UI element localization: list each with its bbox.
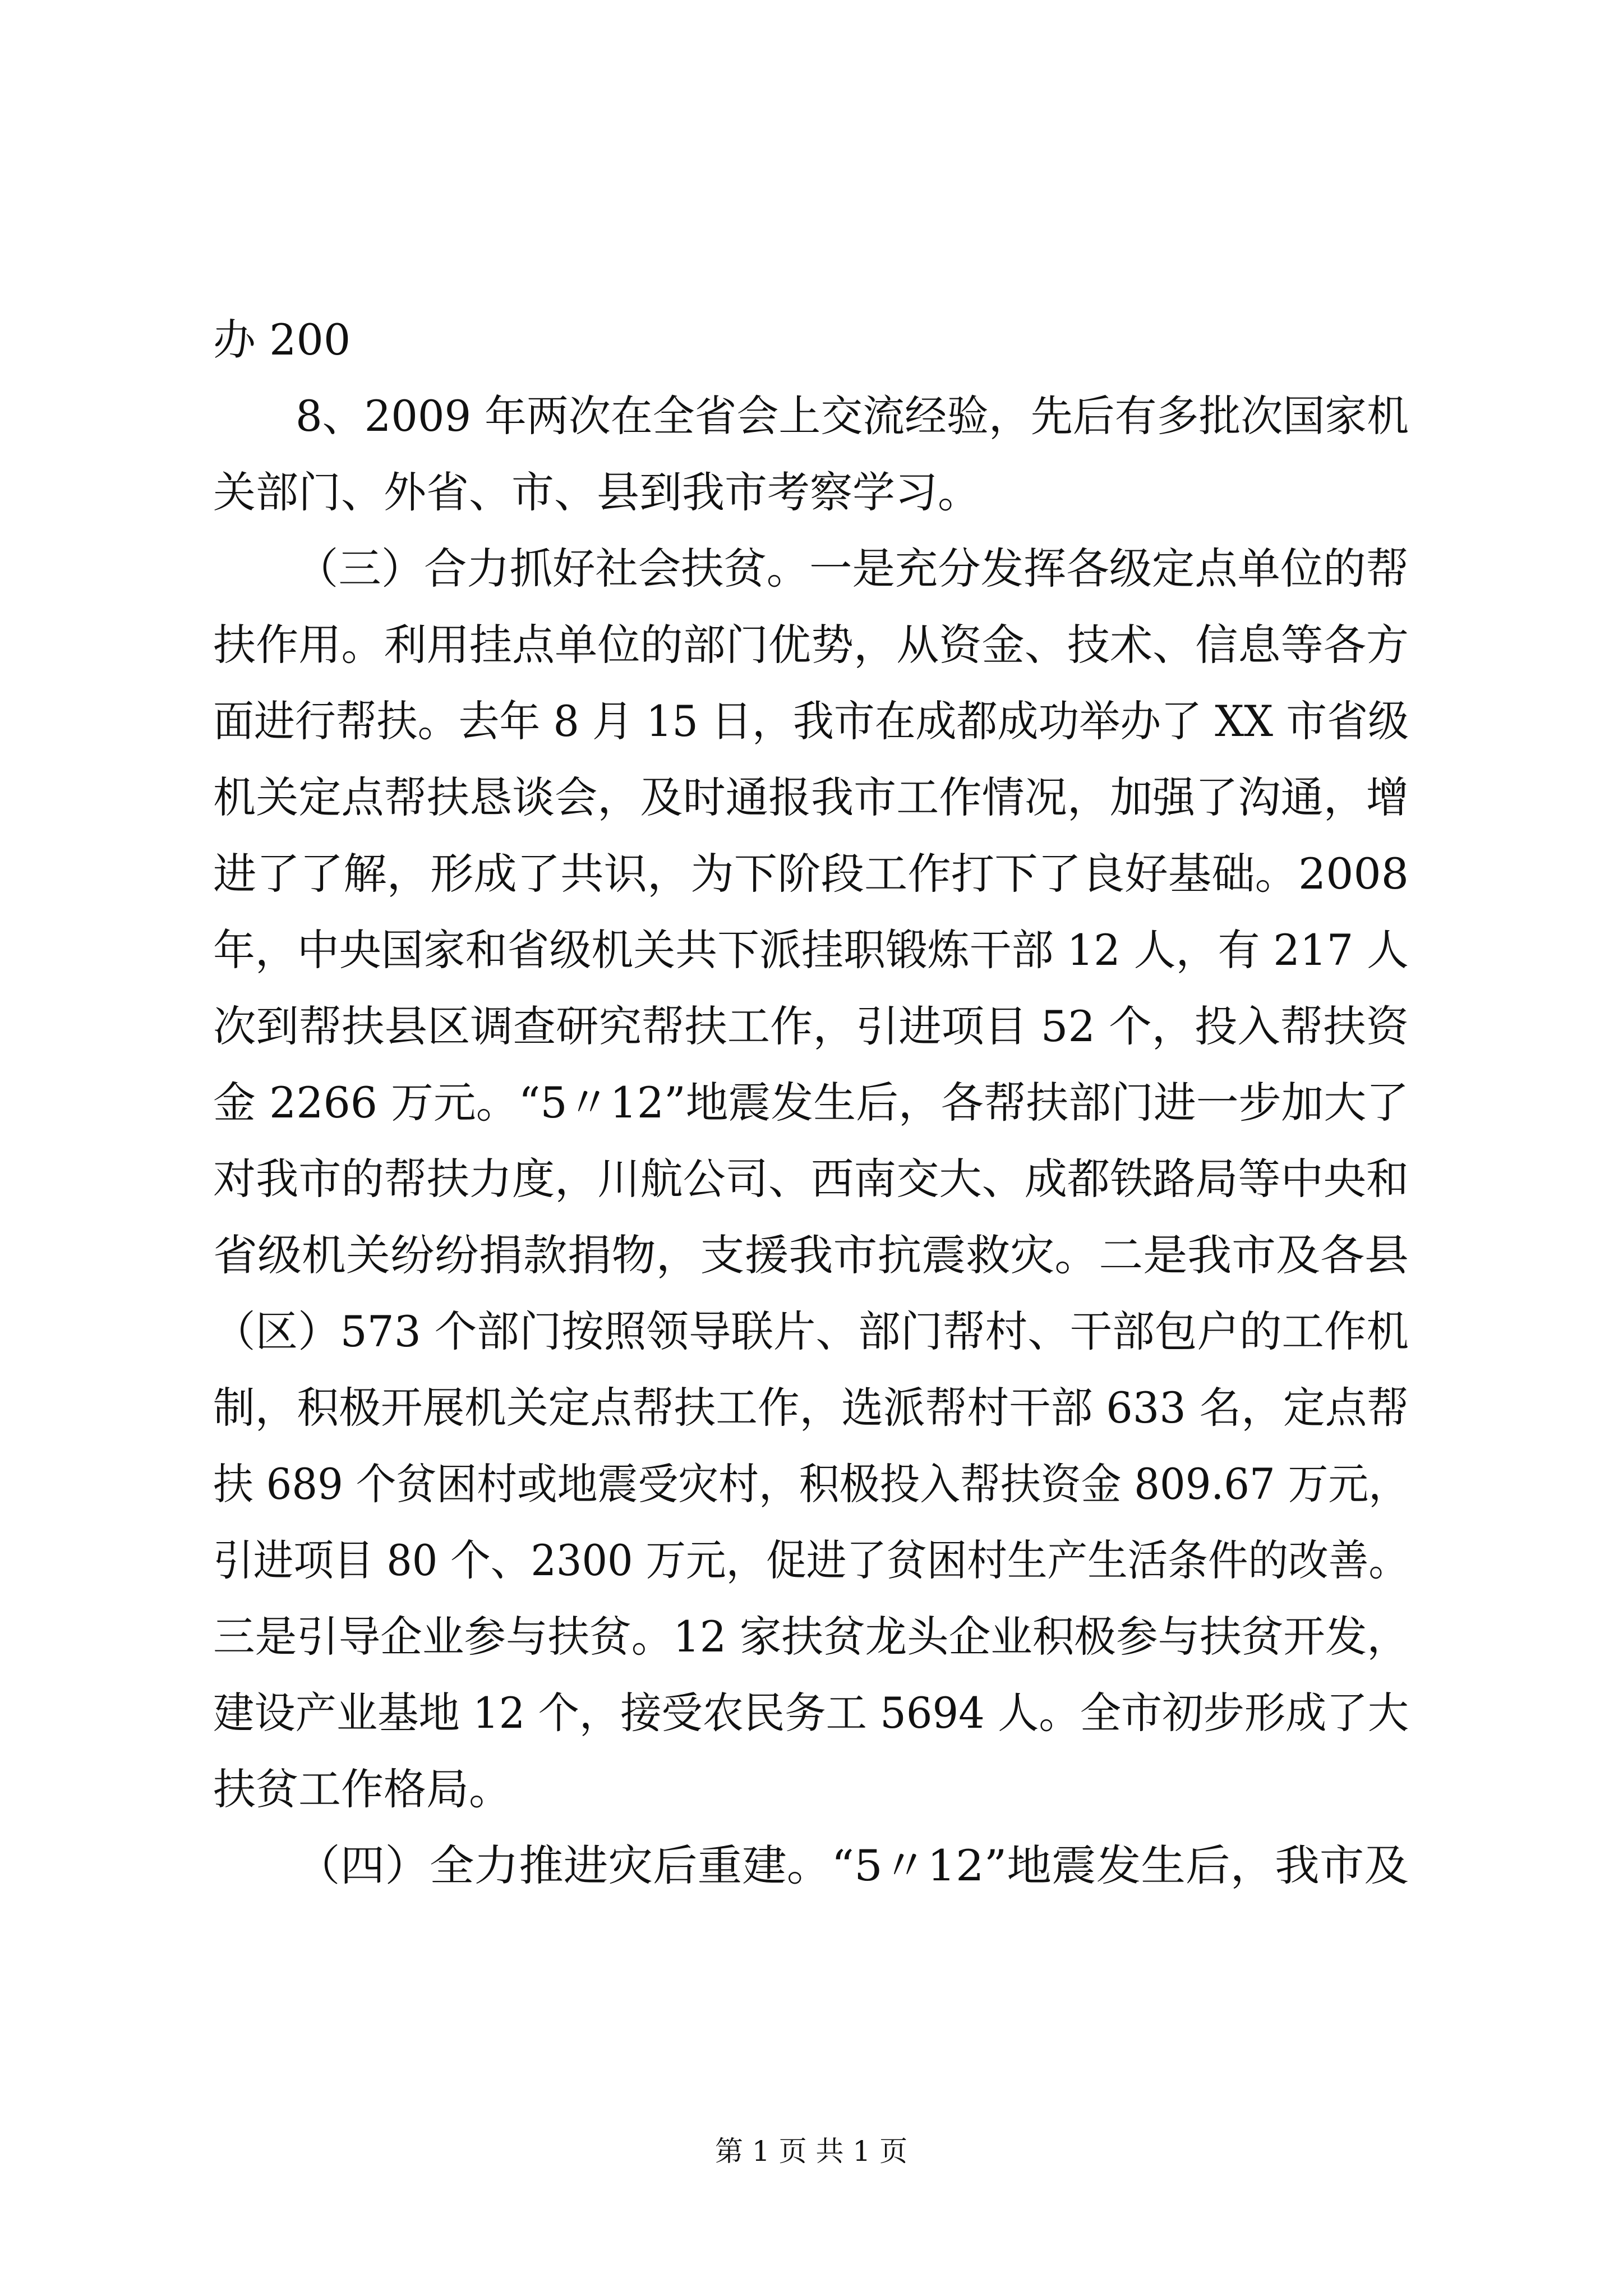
text-line: 制，积极开展机关定点帮扶工作，选派帮村干部 633 名，定点帮 [213,1383,1409,1433]
text-line: 省级机关纷纷捐款捐物，支援我市抗震救灾。二是我市及各县 [213,1230,1409,1280]
text-line: 年，中央国家和省级机关共下派挂职锻炼干部 12 人，有 217 人 [213,925,1409,975]
text-line: 金 2266 万元。“5〃12”地震发生后，各帮扶部门进一步加大了 [213,1078,1409,1128]
text-line: 机关定点帮扶恳谈会，及时通报我市工作情况，加强了沟通，增 [213,772,1409,822]
text-line: 三是引导企业参与扶贫。12 家扶贫龙头企业积极参与扶贫开发， [213,1612,1409,1662]
text-line: 进了了解，形成了共识，为下阶段工作打下了良好基础。2008 [213,849,1409,899]
text-line: 次到帮扶县区调查研究帮扶工作，引进项目 52 个，投入帮扶资 [213,1001,1409,1051]
page-footer: 第 1 页 共 1 页 [715,2135,908,2168]
text-line: （四）全力推进灾后重建。“5〃12”地震发生后，我市及 [296,1841,1409,1890]
text-line: 扶作用。利用挂点单位的部门优势，从资金、技术、信息等各方 [213,620,1409,670]
text-line: 关部门、外省、市、县到我市考察学习。 [213,467,980,517]
text-line: 建设产业基地 12 个，接受农民务工 5694 人。全市初步形成了大 [213,1688,1409,1738]
text-line: 办 200 [213,315,351,365]
text-line: 面进行帮扶。去年 8 月 15 日，我市在成都成功举办了 XX 市省级 [213,696,1409,746]
text-line: （区）573 个部门按照领导联片、部门帮村、干部包户的工作机 [213,1306,1409,1356]
text-line: 扶 689 个贫困村或地震受灾村，积极投入帮扶资金 809.67 万元， [213,1459,1409,1509]
text-line: 8、2009 年两次在全省会上交流经验，先后有多批次国家机 [296,391,1409,441]
text-line: 引进项目 80 个、2300 万元，促进了贫困村生产生活条件的改善。 [213,1535,1409,1585]
text-line: 对我市的帮扶力度，川航公司、西南交大、成都铁路局等中央和 [213,1154,1409,1204]
text-line: 扶贫工作格局。 [213,1764,511,1814]
text-line: （三）合力抓好社会扶贫。一是充分发挥各级定点单位的帮 [296,544,1409,593]
